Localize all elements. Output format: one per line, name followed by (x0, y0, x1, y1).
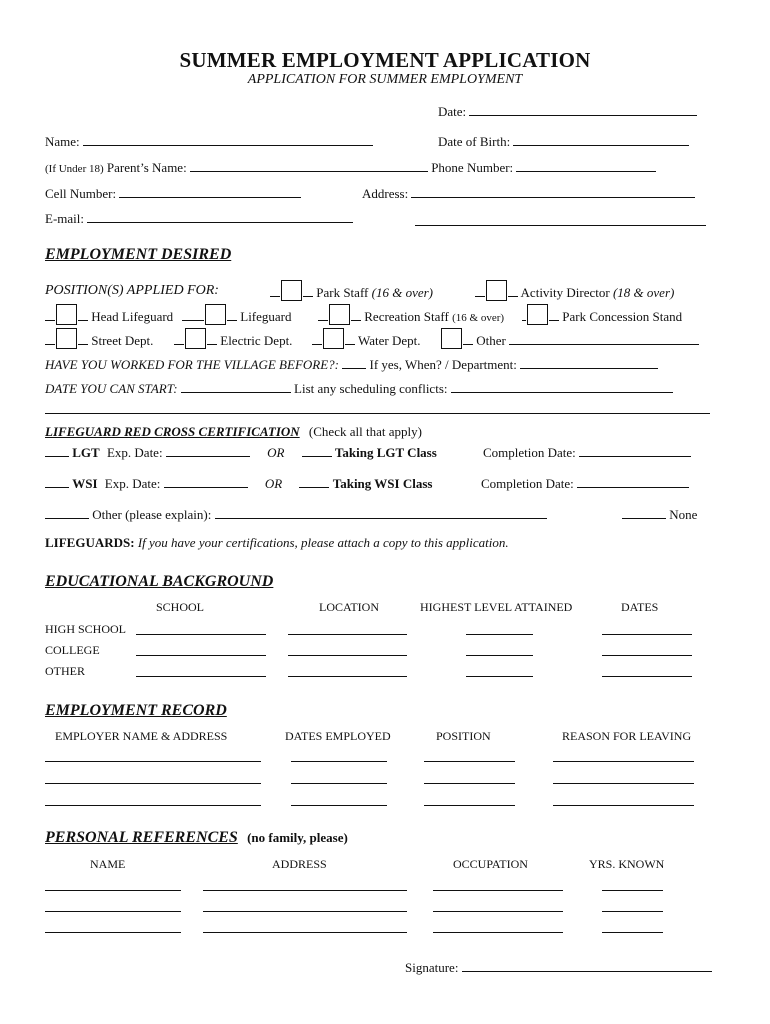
parent-field[interactable] (190, 160, 428, 172)
option-park-concession (522, 304, 682, 325)
date-start-label: DATE YOU CAN START: (45, 381, 178, 396)
positions-label: POSITION(S) APPLIED FOR: (45, 283, 219, 298)
ref-row1-name[interactable] (45, 890, 181, 891)
recreation-staff-label: Recreation Staff (364, 309, 449, 324)
recreation-staff-age: (16 & over) (452, 312, 505, 324)
taking-wsi-check[interactable] (299, 476, 329, 488)
emp-col-reason: REASON FOR LEAVING (562, 729, 692, 743)
lgt-completion-label: Completion Date: (483, 445, 576, 460)
lifeguard-checkbox[interactable] (205, 304, 226, 325)
edu-col-level: HIGHEST LEVEL ATTAINED (420, 600, 573, 614)
emp-row3-position[interactable] (424, 805, 515, 806)
other-cert-row (45, 507, 547, 523)
lifeguard-note (45, 535, 509, 551)
signature-field[interactable] (462, 960, 712, 972)
edu-hs-level-field[interactable] (466, 634, 533, 635)
lifeguard-cert-heading: LIFEGUARD RED CROSS CERTIFICATION (45, 424, 300, 439)
ref-col-address: ADDRESS (272, 857, 327, 871)
emp-row1-position[interactable] (424, 761, 515, 762)
wsi-exp-field[interactable] (164, 476, 248, 488)
ref-row3-years[interactable] (602, 932, 663, 933)
emp-col-dates: DATES EMPLOYED (285, 729, 391, 743)
activity-director-age: (18 & over) (612, 285, 675, 300)
phone-label: Phone Number: (431, 160, 514, 175)
emp-row2-dates[interactable] (291, 783, 387, 784)
address-row (362, 186, 695, 202)
name-field[interactable] (83, 134, 373, 146)
edu-other-school-field[interactable] (136, 676, 266, 677)
park-concession-checkbox[interactable] (527, 304, 548, 325)
emp-col-employer: EMPLOYER NAME & ADDRESS (55, 729, 228, 743)
employment-desired-heading: EMPLOYMENT DESIRED (45, 246, 232, 263)
none-label: None (669, 507, 698, 522)
cell-row (45, 186, 301, 202)
other-checkbox[interactable] (441, 328, 462, 349)
lifeguard-note-text: If you have your certifications, please attach a copy to this application. (137, 535, 509, 550)
other-label: Other (476, 333, 506, 348)
ref-row2-name[interactable] (45, 911, 181, 912)
emp-row3-employer[interactable] (45, 805, 261, 806)
ref-col-name: NAME (90, 857, 126, 871)
lgt-label: LGT (72, 445, 100, 460)
activity-director-label: Activity Director (520, 285, 610, 300)
emp-row3-reason[interactable] (553, 805, 694, 806)
date-field[interactable] (469, 104, 697, 116)
taking-lgt-label: Taking LGT Class (334, 445, 437, 460)
emp-row2-reason[interactable] (553, 783, 694, 784)
form-subtitle: APPLICATION FOR SUMMER EMPLOYMENT (247, 72, 523, 87)
option-head-lifeguard (45, 304, 173, 325)
emp-row1-reason[interactable] (553, 761, 694, 762)
lgt-exp-field[interactable] (166, 445, 250, 457)
ref-row2-years[interactable] (602, 911, 663, 912)
edu-col-location: LOCATION (319, 600, 379, 614)
water-dept-checkbox[interactable] (323, 328, 344, 349)
date-row (438, 104, 697, 120)
name-row (45, 134, 373, 150)
wsi-label: WSI (72, 476, 98, 491)
wsi-exp-label: Exp. Date: (104, 476, 161, 491)
references-heading: PERSONAL REFERENCES (45, 829, 238, 846)
lgt-completion-field[interactable] (579, 445, 691, 457)
wsi-completion-label: Completion Date: (481, 476, 574, 491)
employment-record-heading: EMPLOYMENT RECORD (45, 702, 227, 719)
if-yes-label: If yes, When? / Department: (369, 357, 517, 372)
ref-row1-years[interactable] (602, 890, 663, 891)
edu-college-school-field[interactable] (136, 655, 266, 656)
other-cert-field[interactable] (215, 507, 547, 519)
edu-hs-dates-field[interactable] (602, 634, 692, 635)
references-header (45, 829, 348, 847)
check-all-note: (Check all that apply) (308, 424, 422, 439)
option-lifeguard (182, 304, 292, 325)
lifeguard-label: Lifeguard (240, 309, 292, 324)
wsi-or: OR (264, 476, 283, 491)
phone-field[interactable] (516, 160, 656, 172)
parent-row (45, 160, 656, 176)
ref-row3-occupation[interactable] (433, 932, 563, 933)
edu-college-dates-field[interactable] (602, 655, 692, 656)
taking-wsi-label: Taking WSI Class (332, 476, 433, 491)
address-label: Address: (362, 186, 409, 201)
lifeguard-note-label: LIFEGUARDS: (45, 535, 135, 550)
dob-row (438, 134, 689, 150)
edu-other-level-field[interactable] (466, 676, 533, 677)
park-concession-label: Park Concession Stand (562, 309, 683, 324)
edu-other-dates-field[interactable] (602, 676, 692, 677)
name-label: Name: (45, 134, 80, 149)
other-cert-label: Other (please explain): (92, 507, 212, 522)
worked-before-row (45, 357, 658, 373)
email-label: E-mail: (45, 211, 84, 226)
ref-row1-address[interactable] (203, 890, 407, 891)
option-electric-dept (174, 328, 292, 349)
emp-col-position: POSITION (436, 729, 491, 743)
date-start-row (45, 381, 673, 397)
activity-director-checkbox[interactable] (486, 280, 507, 301)
option-recreation-staff (318, 304, 504, 325)
edu-row-other: OTHER (45, 664, 85, 678)
water-dept-label: Water Dept. (358, 333, 421, 348)
edu-col-school: SCHOOL (156, 600, 205, 614)
references-note: (no family, please) (247, 830, 348, 845)
edu-row-high-school: HIGH SCHOOL (45, 622, 126, 636)
park-staff-label: Park Staff (316, 285, 369, 300)
worked-before-field[interactable] (342, 357, 366, 369)
address-line-2[interactable] (415, 225, 706, 226)
edu-college-level-field[interactable] (466, 655, 533, 656)
ref-col-years: YRS. KNOWN (589, 857, 665, 871)
street-dept-checkbox[interactable] (56, 328, 77, 349)
wsi-completion-field[interactable] (577, 476, 689, 488)
lgt-or: OR (267, 445, 285, 460)
address-field[interactable] (411, 186, 695, 198)
edu-hs-school-field[interactable] (136, 634, 266, 635)
parent-label: Parent’s Name: (106, 160, 187, 175)
option-water-dept (312, 328, 421, 349)
park-staff-checkbox[interactable] (281, 280, 302, 301)
edu-hs-location-field[interactable] (288, 634, 407, 635)
head-lifeguard-checkbox[interactable] (56, 304, 77, 325)
emp-row2-position[interactable] (424, 783, 515, 784)
ref-row2-occupation[interactable] (433, 911, 563, 912)
emp-row1-dates[interactable] (291, 761, 387, 762)
street-dept-label: Street Dept. (91, 333, 154, 348)
email-field[interactable] (87, 211, 353, 223)
option-street-dept (45, 328, 153, 349)
ref-row3-address[interactable] (203, 932, 407, 933)
if-under-label: (If Under 18) (45, 163, 104, 175)
wsi-check[interactable] (45, 476, 69, 488)
form-title: SUMMER EMPLOYMENT APPLICATION (179, 48, 591, 72)
email-row (45, 211, 353, 227)
edu-row-college: COLLEGE (45, 643, 100, 657)
other-field[interactable] (509, 333, 699, 345)
emp-row3-dates[interactable] (291, 805, 387, 806)
option-activity-director (475, 280, 674, 301)
ref-row3-name[interactable] (45, 932, 181, 933)
other-cert-check[interactable] (45, 507, 89, 519)
if-yes-field[interactable] (520, 357, 658, 369)
date-start-field[interactable] (181, 381, 291, 393)
signature-row (405, 960, 712, 976)
lifeguard-cert-header (45, 424, 422, 440)
none-row (622, 507, 697, 523)
electric-dept-checkbox[interactable] (185, 328, 206, 349)
conflicts-label: List any scheduling conflicts: (294, 381, 448, 396)
taking-lgt-check[interactable] (302, 445, 332, 457)
edu-other-location-field[interactable] (288, 676, 407, 677)
cell-label: Cell Number: (45, 186, 117, 201)
edu-col-dates: DATES (621, 600, 659, 614)
worked-before-label: HAVE YOU WORKED FOR THE VILLAGE BEFORE?: (45, 357, 339, 372)
option-park-staff (270, 280, 433, 301)
ref-row1-occupation[interactable] (433, 890, 563, 891)
head-lifeguard-label: Head Lifeguard (91, 309, 174, 324)
lgt-completion-row (483, 445, 691, 461)
education-heading: EDUCATIONAL BACKGROUND (45, 573, 274, 590)
ref-col-occupation: OCCUPATION (453, 857, 528, 871)
park-staff-age: (16 & over) (371, 285, 433, 300)
conflicts-field[interactable] (451, 381, 673, 393)
electric-dept-label: Electric Dept. (220, 333, 293, 348)
date-label: Date: (438, 104, 467, 119)
emp-row1-employer[interactable] (45, 761, 261, 762)
recreation-staff-checkbox[interactable] (329, 304, 350, 325)
ref-row2-address[interactable] (203, 911, 407, 912)
option-other (440, 328, 699, 349)
cell-field[interactable] (119, 186, 301, 198)
wsi-row (45, 476, 432, 492)
none-check[interactable] (622, 507, 666, 519)
lgt-exp-label: Exp. Date: (106, 445, 163, 460)
lgt-row (45, 445, 437, 461)
edu-college-location-field[interactable] (288, 655, 407, 656)
dob-field[interactable] (513, 134, 689, 146)
signature-label: Signature: (405, 960, 459, 975)
lgt-check[interactable] (45, 445, 69, 457)
wsi-completion-row (481, 476, 689, 492)
emp-row2-employer[interactable] (45, 783, 261, 784)
conflicts-line-2[interactable] (45, 413, 710, 414)
dob-label: Date of Birth: (438, 134, 511, 149)
